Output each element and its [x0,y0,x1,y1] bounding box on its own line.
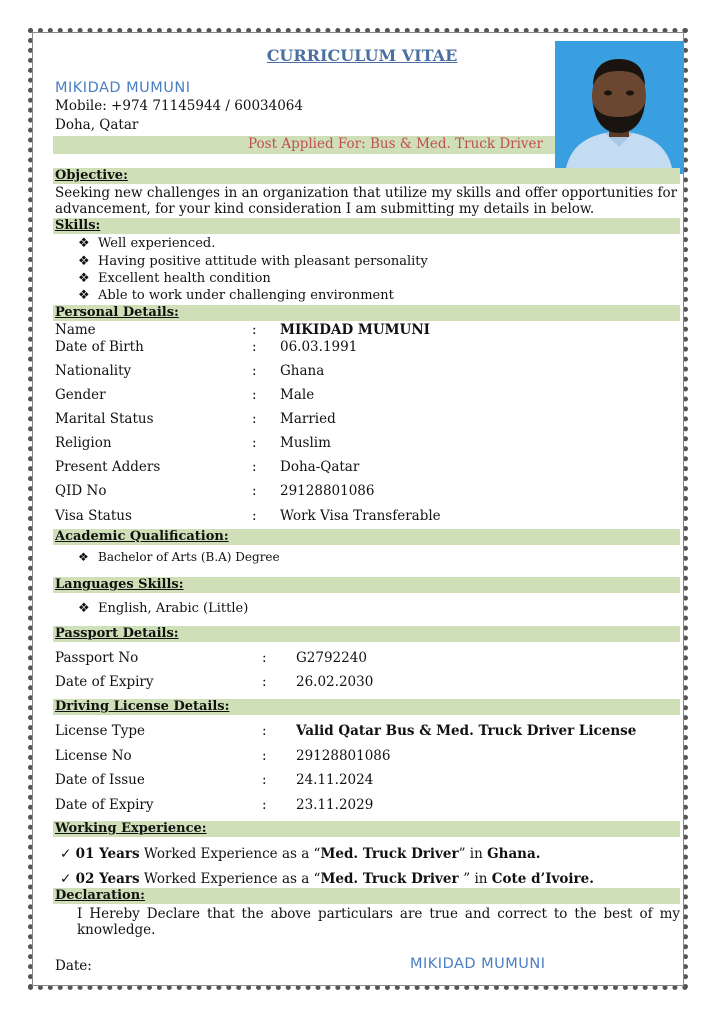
field-value: 23.11.2029 [296,797,374,813]
list-item [78,271,271,286]
field-label: Religion [55,435,112,451]
list-item [78,254,428,269]
license-heading: Driving License Details: [55,699,230,714]
exp-place: Ghana. [487,846,541,862]
signature-name: MIKIDAD MUMUNI [410,956,546,972]
exp-text: ” in [463,871,492,887]
objective-bar [53,168,680,184]
experience-heading: Working Experience: [55,821,207,836]
field-colon: : [252,387,257,403]
skills-heading: Skills: [55,218,101,233]
list-item [60,871,594,887]
bullet-icon: ❖ [78,550,89,564]
field-value: Work Visa Transferable [280,508,441,524]
skill-text: Well experienced. [98,236,216,251]
field-value: Doha-Qatar [280,459,360,475]
list-item [78,601,248,616]
exp-place: Cote d’Ivoire. [491,871,594,887]
skill-text: Able to work under challenging environment [98,288,394,303]
field-colon: : [252,508,257,524]
field-label: License Type [55,723,145,739]
field-label: QID No [55,483,107,499]
field-value: 26.02.2030 [296,674,374,690]
declaration-bar [53,888,680,904]
list-item [78,288,394,303]
post-applied: Post Applied For: Bus & Med. Truck Driver [248,136,543,152]
field-label: Marital Status [55,411,154,427]
location-line: Doha, Qatar [55,117,139,133]
languages-heading: Languages Skills: [55,577,184,592]
objective-heading: Objective: [55,168,128,183]
field-colon: : [262,748,267,764]
bullet-icon: ❖ [78,236,90,251]
applicant-photo [555,41,683,174]
personal-heading: Personal Details: [55,305,179,320]
field-colon: : [262,723,267,739]
check-icon: ✓ [60,871,72,887]
field-colon: : [252,363,257,379]
exp-role: Med. Truck Driver [320,871,464,887]
bullet-icon: ❖ [78,288,90,303]
document-title: CURRICULUM VITAE [266,46,458,65]
field-value: Married [280,411,336,427]
field-colon: : [252,483,257,499]
exp-text: ” in [458,846,488,862]
field-value: 06.03.1991 [280,339,358,355]
field-colon: : [262,674,267,690]
field-label: Visa Status [55,508,132,524]
list-item [60,846,540,862]
field-value: Ghana [280,363,325,379]
bullet-icon: ❖ [78,271,90,286]
portrait-icon [555,41,683,174]
field-value: Valid Qatar Bus & Med. Truck Driver License [296,723,637,739]
academic-heading: Academic Qualification: [55,529,229,544]
field-label: License No [55,748,132,764]
declaration-text: I Hereby Declare that the above particulars are true and correct to the best of my knowledge. [77,906,680,938]
list-item [78,236,215,251]
check-icon: ✓ [60,846,72,862]
mobile-line: Mobile: +974 71145944 / 60034064 [55,98,303,114]
field-value: MIKIDAD MUMUNI [280,322,430,338]
bullet-icon: ❖ [78,254,90,269]
field-colon: : [252,322,257,338]
skill-text: Having positive attitude with pleasant personality [98,254,428,269]
bullet-icon: ❖ [78,601,90,616]
field-label: Date of Issue [55,772,145,788]
declaration-heading: Declaration: [55,888,145,903]
exp-role: Med. Truck Driver [320,846,459,862]
skills-bar [53,218,680,234]
degree-text: Bachelor of Arts (B.A) Degree [98,550,280,564]
field-value: 24.11.2024 [296,772,374,788]
language-text: English, Arabic (Little) [98,601,249,616]
exp-text: Worked Experience as a “ [139,846,321,862]
field-label: Date of Expiry [55,797,154,813]
list-item [78,550,280,564]
field-value: Muslim [280,435,331,451]
field-colon: : [262,797,267,813]
field-label: Nationality [55,363,132,379]
date-label: Date: [55,958,92,974]
field-colon: : [262,650,267,666]
applicant-name: MIKIDAD MUMUNI [55,80,191,96]
field-value: G2792240 [296,650,367,666]
field-label: Present Adders [55,459,161,475]
field-value: 29128801086 [296,748,391,764]
field-colon: : [252,339,257,355]
field-label: Date of Birth [55,339,144,355]
field-value: 29128801086 [280,483,375,499]
field-label: Name [55,322,96,338]
field-label: Date of Expiry [55,674,154,690]
field-label: Passport No [55,650,139,666]
exp-text: Worked Experience as a “ [139,871,321,887]
passport-heading: Passport Details: [55,626,179,641]
objective-text: Seeking new challenges in an organization that utilize my skills and offer opportunities for advancement, for your kind consideration I am submitting my details in below. [55,185,678,217]
field-colon: : [262,772,267,788]
field-colon: : [252,411,257,427]
exp-years: 02 Years [75,871,140,887]
exp-years: 01 Years [75,846,140,862]
field-colon: : [252,459,257,475]
field-colon: : [252,435,257,451]
skill-text: Excellent health condition [98,271,271,286]
field-label: Gender [55,387,106,403]
field-value: Male [280,387,315,403]
